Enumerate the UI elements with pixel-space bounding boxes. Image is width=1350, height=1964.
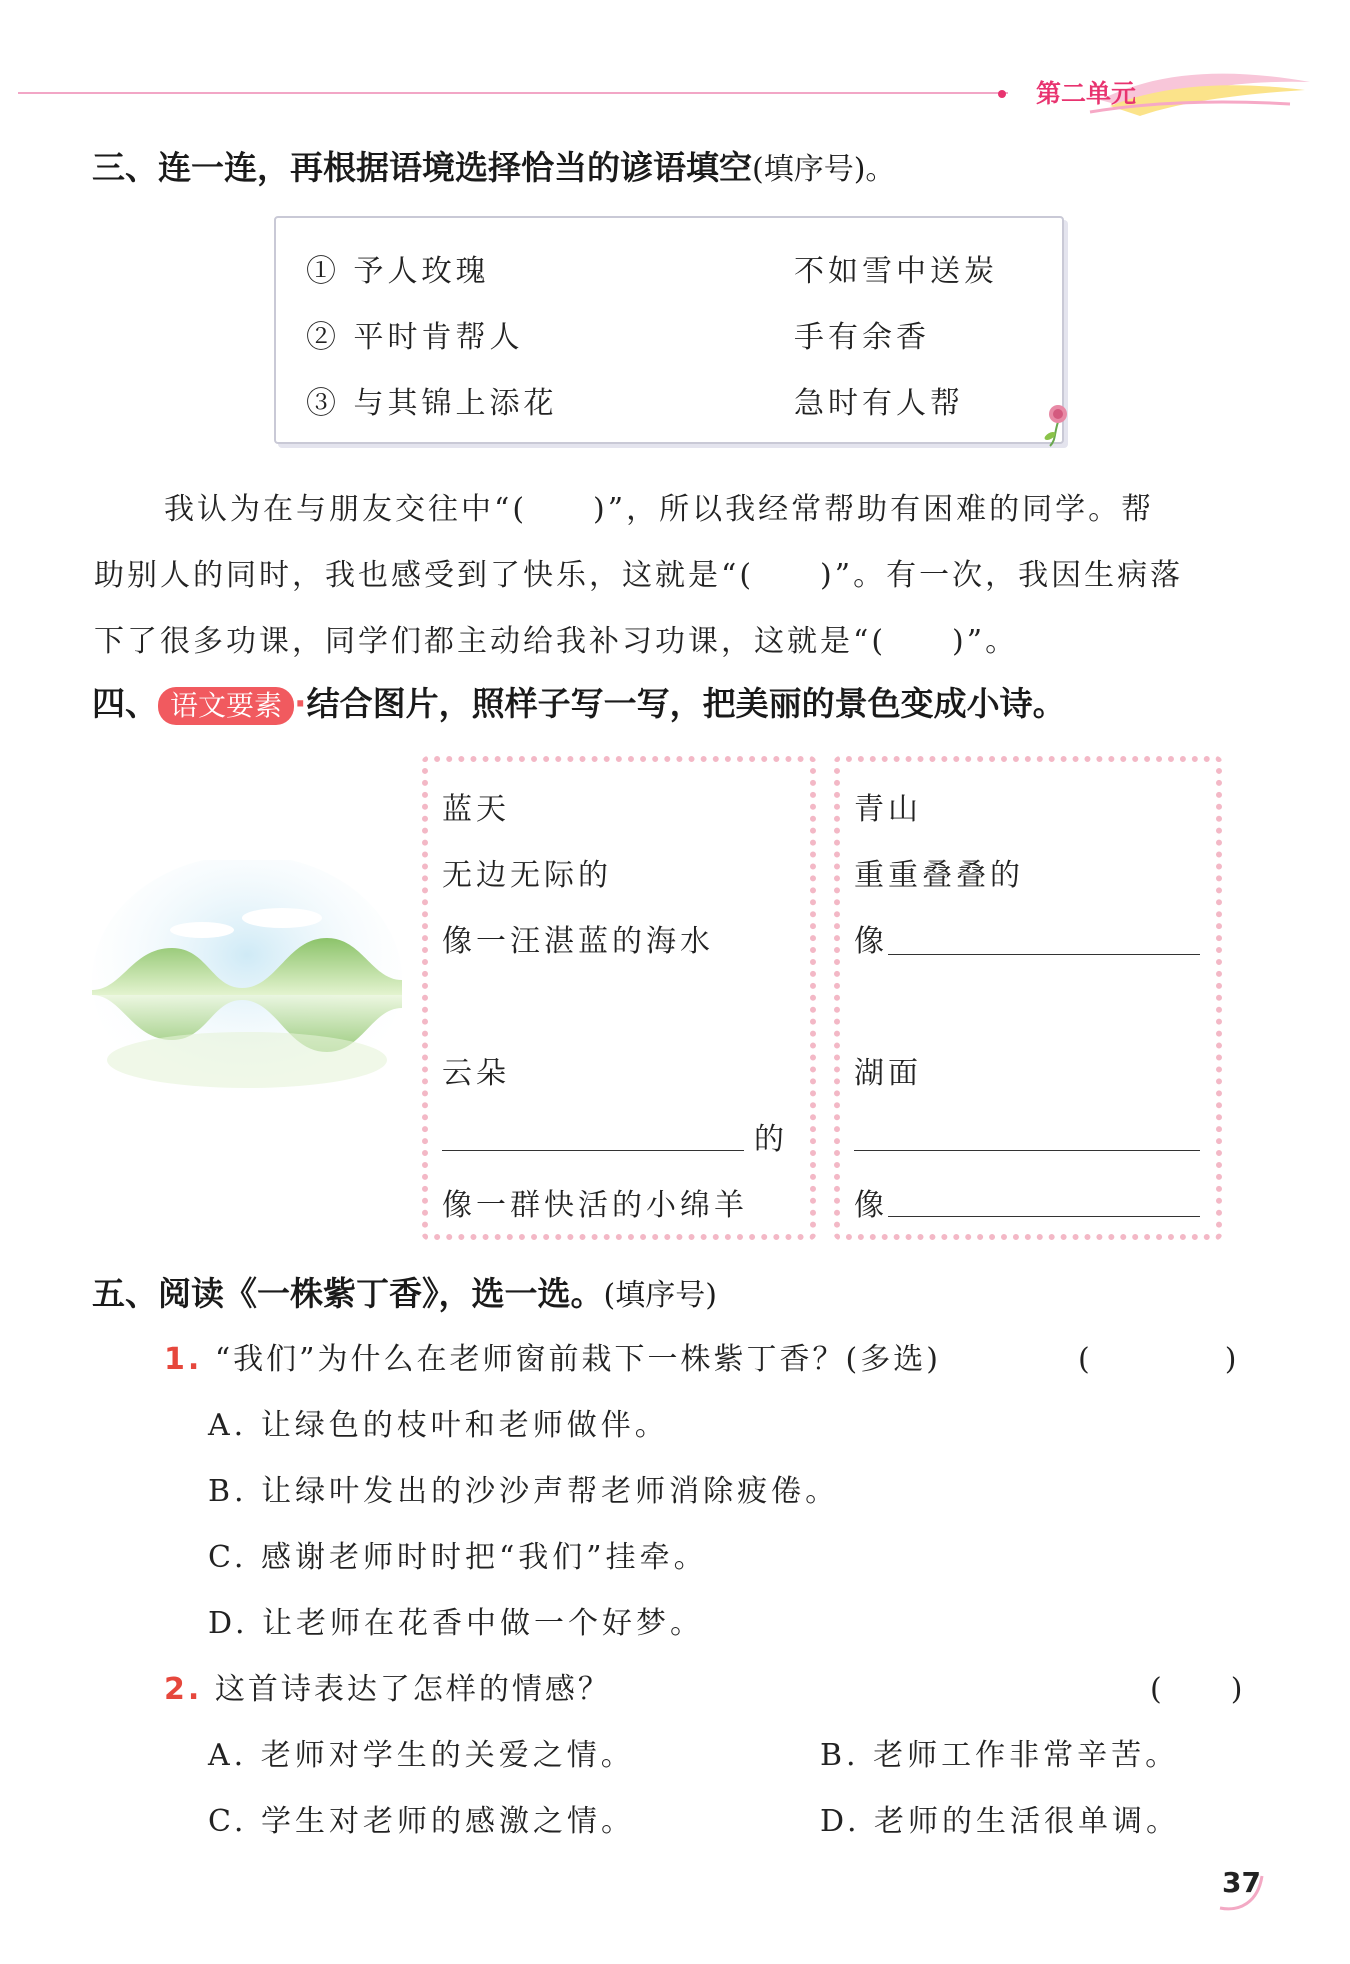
section5-title: 五、阅读《一株紫丁香》，选一选。 [92,1274,604,1313]
section3-note: (填序号)。 [752,152,896,187]
section3-heading [92,142,895,189]
poem-right-line-4: 湖面 [854,1056,922,1091]
answer-blank[interactable] [854,1150,1200,1151]
answer-blank[interactable] [442,1150,744,1151]
poem-right-line-6-prefix: 像 [854,1188,888,1223]
section5-note: (填序号) [603,1278,717,1313]
section5-heading [92,1268,717,1315]
landscape-illustration [92,860,402,1120]
answer-blank[interactable] [888,1216,1200,1217]
q2-option-c: C. 学生对老师的感激之情。 [208,1804,635,1839]
flower-icon [1038,400,1080,448]
question-1 [164,1334,941,1378]
question-1-answer-blank[interactable]: ( ) [1078,1342,1240,1377]
page-number: 37 [1222,1866,1261,1899]
header-divider [18,92,1008,94]
match-left-3: ③ 与其锦上添花 [306,386,558,421]
q1-option-c: C. 感谢老师时时把“我们”挂牵。 [208,1540,708,1575]
poem-right-line-3-prefix: 像 [854,924,888,959]
poem-left-line-5-suffix: 的 [754,1122,788,1157]
question-2 [164,1664,611,1708]
question-2-number: 2. [164,1672,203,1707]
question-1-text: “我们”为什么在老师窗前栽下一株紫丁香？(多选) [214,1342,941,1377]
poem-left-line-3: 像一汪湛蓝的海水 [442,924,714,959]
poem-right-line-1: 青山 [854,792,922,827]
poem-left-line-1: 蓝天 [442,792,510,827]
q2-option-b: B. 老师工作非常辛苦。 [820,1738,1180,1773]
q2-option-a: A. 老师对学生的关爱之情。 [208,1738,635,1773]
section4-heading: 四、 语文要素 ·结合图片，照样子写一写，把美丽的景色变成小诗。 [92,684,1066,723]
poem-left-line-6: 像一群快活的小绵羊 [442,1188,748,1223]
match-right-2: 手有余香 [794,320,930,355]
question-2-answer-blank[interactable]: ( ) [1150,1672,1246,1707]
example-poem-box [422,756,816,1240]
poem-left-line-4: 云朵 [442,1056,510,1091]
practice-poem-box [834,756,1222,1240]
match-right-3: 急时有人帮 [794,386,964,421]
unit-title: 第二单元 [1036,79,1137,108]
skill-tag: 语文要素 [158,687,294,725]
q1-option-b: B. 让绿叶发出的沙沙声帮老师消除疲倦。 [208,1474,840,1509]
fill-paragraph-line-1: 我认为在与朋友交往中“( )”，所以我经常帮助有困难的同学。帮 [164,492,1155,527]
match-left-1: ① 予人玫瑰 [306,254,490,289]
fill-paragraph-line-3: 下了很多功课，同学们都主动给我补习功课，这就是“( )”。 [94,624,1019,659]
page-swoosh-decoration [1210,1868,1270,1916]
q1-option-d: D. 让老师在花香中做一个好梦。 [208,1606,705,1641]
match-left-2: ② 平时肯帮人 [306,320,524,355]
q1-option-a: A. 让绿色的枝叶和老师做伴。 [208,1408,669,1443]
section3-title: 三、连一连，再根据语境选择恰当的谚语填空 [92,148,752,187]
answer-blank[interactable] [888,954,1200,955]
question-1-number: 1. [164,1342,203,1377]
fill-paragraph-line-2: 助别人的同时，我也感受到了快乐，这就是“( )”。有一次，我因生病落 [94,558,1184,593]
poem-right-line-2: 重重叠叠的 [854,858,1024,893]
section4-title: 结合图片，照样子写一写，把美丽的景色变成小诗。 [306,684,1066,723]
matching-box [274,216,1064,444]
poem-left-line-2: 无边无际的 [442,858,612,893]
section4-prefix: 四、 [92,684,158,723]
question-2-text: 这首诗表达了怎样的情感？ [214,1672,611,1707]
q2-option-d: D. 老师的生活很单调。 [820,1804,1181,1839]
match-right-1: 不如雪中送炭 [794,254,998,289]
